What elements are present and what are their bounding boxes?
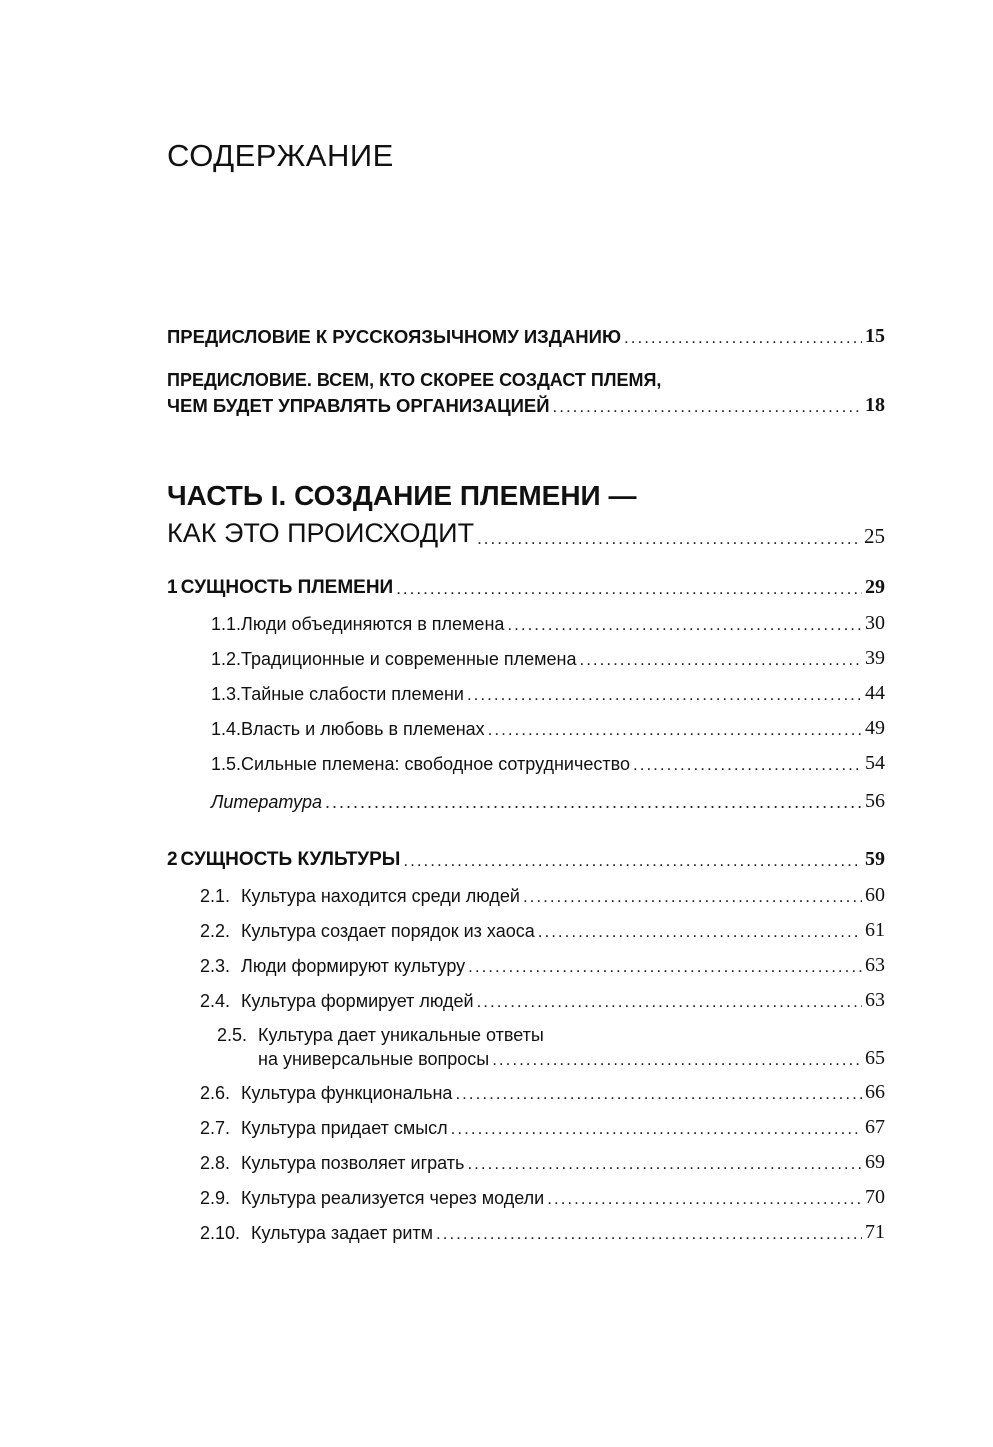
toc-entry-section[interactable] xyxy=(200,919,885,942)
section-title: Сильные племена: свободное сотрудничество xyxy=(241,754,630,774)
page-number: 49 xyxy=(865,717,885,739)
dot-leader xyxy=(468,957,862,977)
toc-entry-section[interactable] xyxy=(200,884,885,907)
section-title: Тайные слабости племени xyxy=(241,684,464,704)
toc-entry-literature[interactable] xyxy=(211,790,885,813)
dot-leader xyxy=(538,922,862,942)
page-number: 54 xyxy=(865,752,885,774)
dot-leader xyxy=(477,992,862,1012)
dot-leader xyxy=(624,328,862,348)
toc-entry-preface-main[interactable] xyxy=(167,394,885,417)
page-number: 66 xyxy=(865,1081,885,1103)
toc-entry-chapter-2[interactable] xyxy=(167,848,885,871)
chapter-number: 2 xyxy=(167,849,178,870)
section-title: Культура позволяет играть xyxy=(241,1153,465,1173)
page-number: 63 xyxy=(865,989,885,1011)
page-number: 44 xyxy=(865,682,885,704)
section-number: 2.1. xyxy=(200,886,231,906)
toc-entry-section[interactable] xyxy=(211,647,885,670)
dot-leader xyxy=(325,792,862,813)
section-title: на универсальные вопросы xyxy=(258,1049,490,1069)
toc-entry-chapter-1[interactable] xyxy=(167,576,885,599)
dot-leader xyxy=(523,887,862,907)
page-number: 30 xyxy=(865,612,885,634)
section-number: 2.5. xyxy=(216,1025,247,1045)
page-number: 39 xyxy=(865,647,885,669)
chapter-title: СУЩНОСТЬ ПЛЕМЕНИ xyxy=(180,577,394,598)
dot-leader xyxy=(467,1154,862,1174)
section-number: 1.3. xyxy=(211,684,242,704)
toc-entry-section[interactable] xyxy=(200,1221,885,1244)
dot-leader xyxy=(436,1224,862,1244)
page-number: 70 xyxy=(865,1186,885,1208)
dot-leader xyxy=(403,851,862,871)
dot-leader xyxy=(488,720,862,740)
section-number: 1.2. xyxy=(211,649,242,669)
toc-entry-section[interactable] xyxy=(200,1081,885,1104)
section-number: 1.1. xyxy=(211,614,242,634)
dot-leader xyxy=(467,685,862,705)
section-title: Культура формирует людей xyxy=(241,991,474,1011)
toc-entry-section[interactable] xyxy=(211,612,885,635)
toc-entry-section[interactable] xyxy=(200,1186,885,1209)
section-title: Традиционные и современные племена xyxy=(241,649,577,669)
dot-leader xyxy=(633,755,862,775)
section-title: Люди объединяются в племена xyxy=(241,614,505,634)
section-number: 2.4. xyxy=(200,991,231,1011)
section-number: 2.9. xyxy=(200,1188,231,1208)
section-number: 2.6. xyxy=(200,1083,231,1103)
dot-leader xyxy=(451,1119,862,1139)
section-number: 2.7. xyxy=(200,1118,231,1138)
dot-leader xyxy=(455,1084,862,1104)
page-number: 59 xyxy=(865,848,885,870)
toc-entry-section[interactable] xyxy=(211,717,885,740)
section-title: Культура создает порядок из хаоса xyxy=(241,921,535,941)
section-title: Культура реализуется через модели xyxy=(241,1188,545,1208)
dot-leader xyxy=(477,529,861,549)
section-number: 2.10. xyxy=(200,1223,241,1243)
section-title: Культура задает ритм xyxy=(251,1223,433,1243)
chapter-title: СУЩНОСТЬ КУЛЬТУРЫ xyxy=(180,849,401,870)
page-number: 25 xyxy=(864,524,885,548)
toc-entry-section-first-line xyxy=(200,1025,544,1046)
page-number: 56 xyxy=(865,790,885,812)
toc-entry-section[interactable] xyxy=(211,682,885,705)
section-title: Власть и любовь в племенах xyxy=(241,719,485,739)
entry-title: ПРЕДИСЛОВИЕ К РУССКОЯЗЫЧНОМУ ИЗДАНИЮ xyxy=(167,326,622,347)
section-title: Культура придает смысл xyxy=(241,1118,448,1138)
entry-title-line1: ПРЕДИСЛОВИЕ. ВСЕМ, КТО СКОРЕЕ СОЗДАСТ ПЛЕМЯ, xyxy=(167,370,662,390)
section-number: 2.8. xyxy=(200,1153,231,1173)
toc-entry-section[interactable] xyxy=(200,954,885,977)
section-title: Культура функциональна xyxy=(241,1083,453,1103)
section-title-line1: Культура дает уникальные ответы xyxy=(258,1025,544,1045)
toc-entry-section[interactable] xyxy=(200,1116,885,1139)
toc-entry-preface-russian[interactable] xyxy=(167,325,885,348)
part-title-line2: КАК ЭТО ПРОИСХОДИТ xyxy=(167,518,475,548)
dot-leader xyxy=(507,615,862,635)
chapter-number: 1 xyxy=(167,577,178,598)
page-number: 63 xyxy=(865,954,885,976)
part-title-line1: ЧАСТЬ I. СОЗДАНИЕ ПЛЕМЕНИ — xyxy=(167,480,637,511)
dot-leader xyxy=(396,579,862,599)
section-number: 2.2. xyxy=(200,921,231,941)
entry-title: ЧЕМ БУДЕТ УПРАВЛЯТЬ ОРГАНИЗАЦИЕЙ xyxy=(167,395,550,416)
literature-title: Литература xyxy=(211,792,322,812)
toc-entry-section[interactable] xyxy=(258,1047,885,1070)
section-number: 2.3. xyxy=(200,956,231,976)
page-number: 67 xyxy=(865,1116,885,1138)
page-number: 71 xyxy=(865,1221,885,1243)
page-number: 65 xyxy=(865,1047,885,1069)
page-number: 60 xyxy=(865,884,885,906)
dot-leader xyxy=(553,397,862,417)
dot-leader xyxy=(547,1189,862,1209)
section-number: 1.4. xyxy=(211,719,242,739)
dot-leader xyxy=(492,1050,862,1070)
dot-leader xyxy=(579,650,862,670)
page-number: 15 xyxy=(865,325,885,347)
page-number: 29 xyxy=(865,576,885,598)
section-title: Культура находится среди людей xyxy=(241,886,520,906)
page-number: 18 xyxy=(865,394,885,416)
page-number: 69 xyxy=(865,1151,885,1173)
page-title: СОДЕРЖАНИЕ xyxy=(167,138,394,173)
toc-entry-section[interactable] xyxy=(211,752,885,775)
toc-entry-section[interactable] xyxy=(200,989,885,1012)
section-number: 1.5. xyxy=(211,754,242,774)
toc-entry-part-1[interactable] xyxy=(167,518,885,549)
page-number: 61 xyxy=(865,919,885,941)
toc-entry-section[interactable] xyxy=(200,1151,885,1174)
section-title: Люди формируют культуру xyxy=(241,956,466,976)
